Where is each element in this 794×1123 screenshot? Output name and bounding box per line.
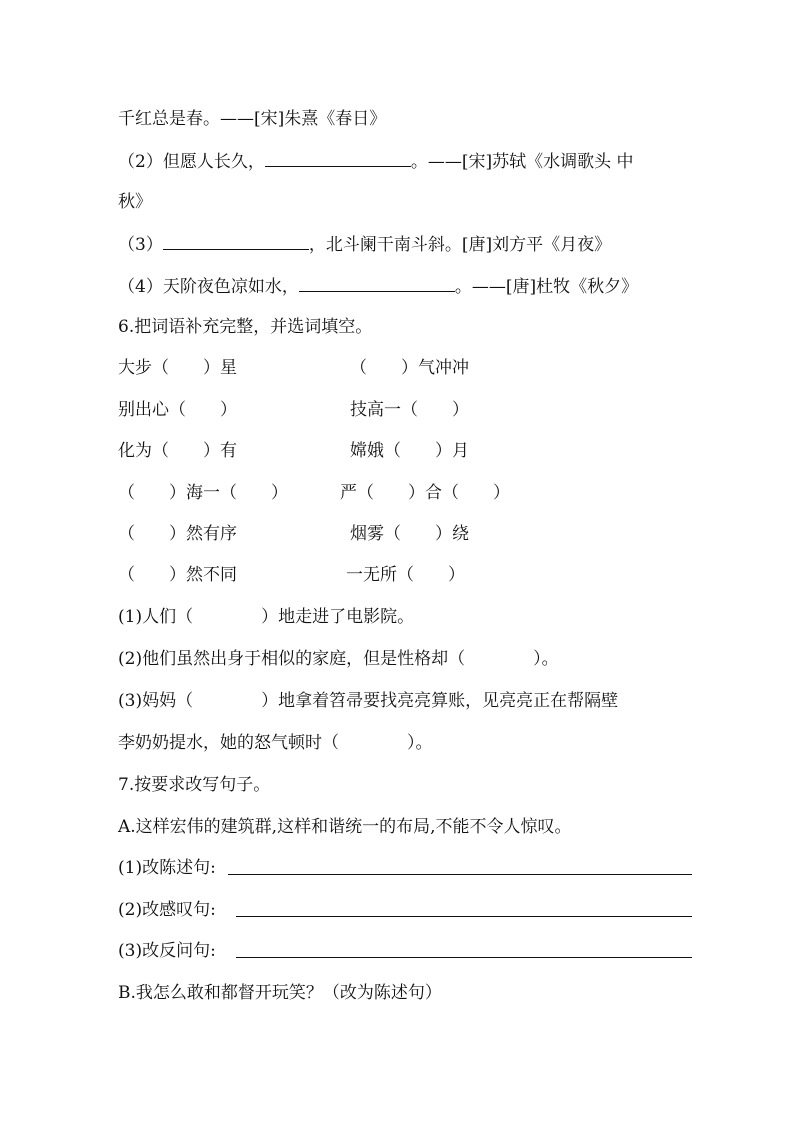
q6-sentence-1: (1)人们（ ）地走进了电影院。 [118,607,415,627]
q7-a3-label: (3)改反问句: [118,941,216,961]
poem-3-suffix: ，北斗阑干南斗斜。[唐]刘方平《月夜》 [308,235,612,255]
q6-word-left: 大步（ ）星 [118,358,237,378]
q6-word-left: 别出心（ ） [118,400,237,420]
q6-word-right: 嫦娥（ ）月 [350,441,469,461]
q6-sentence-2: (2)他们虽然出身于相似的家庭，但是性格却（ ）。 [118,649,559,669]
q7-a-sentence: A.这样宏伟的建筑群,这样和谐统一的布局,不能不令人惊叹。 [118,817,572,837]
q6-word-left: （ ）然不同 [118,565,237,585]
q6-word-left: （ ）然有序 [118,524,237,544]
poem-line-2 [118,148,634,174]
poem-2-blank[interactable] [265,148,411,167]
q6-row-4 [118,481,288,505]
poem-2-suffix: 。——[宋]苏轼《水调歌头 中 [410,152,634,172]
q6-sentence-3-cont: 李奶奶提水，她的怒气顿时（ ）。 [118,733,433,753]
poem-4-suffix: 。——[唐]杜牧《秋夕》 [454,277,639,297]
q7-title: 7.按要求改写句子。 [118,775,271,795]
q7-a1-answer-line[interactable] [228,874,692,875]
q6-word-right: 烟雾（ ）绕 [350,524,469,544]
q6-sentence-3: (3)妈妈（ ）地拿着笤帚要找亮亮算账，见亮亮正在帮隔壁 [118,691,619,711]
q6-row-3 [118,439,237,463]
q6-word-left: （ ）海一（ ） [118,483,288,503]
poem-line-4 [118,273,638,299]
q6-word-right: 一无所（ ） [346,565,465,585]
poem-line-3 [118,231,611,257]
q6-word-right: 严（ ）合（ ） [340,483,510,503]
q7-a2-answer-line[interactable] [236,916,692,917]
q7-a1-label: (1)改陈述句: [118,858,216,878]
poem-2-prefix: （2）但愿人长久， [118,152,265,172]
q6-row-2 [118,398,237,422]
q6-title: 6.把词语补充完整，并选词填空。 [118,317,373,337]
poem-line-1: 千红总是春。——[宋]朱熹《春日》 [118,109,387,129]
q6-word-left: 化为（ ）有 [118,441,237,461]
q6-row-5 [118,522,237,546]
poem-3-blank[interactable] [163,231,309,250]
q6-word-right: 技高一（ ） [350,400,469,420]
q6-word-right: （ ）气冲冲 [350,358,469,378]
poem-line-2-cont: 秋》 [118,192,152,212]
poem-3-prefix: （3） [118,235,163,255]
q6-row-1 [118,356,237,380]
q7-a2-label: (2)改感叹句: [118,900,216,920]
poem-4-blank[interactable] [299,273,455,292]
poem-4-prefix: （4）天阶夜色凉如水， [118,277,299,297]
q7-a3-answer-line[interactable] [236,957,692,958]
q7-b-sentence: B.我怎么敢和都督开玩笑？（改为陈述句） [118,983,442,1003]
q6-row-6 [118,563,237,587]
